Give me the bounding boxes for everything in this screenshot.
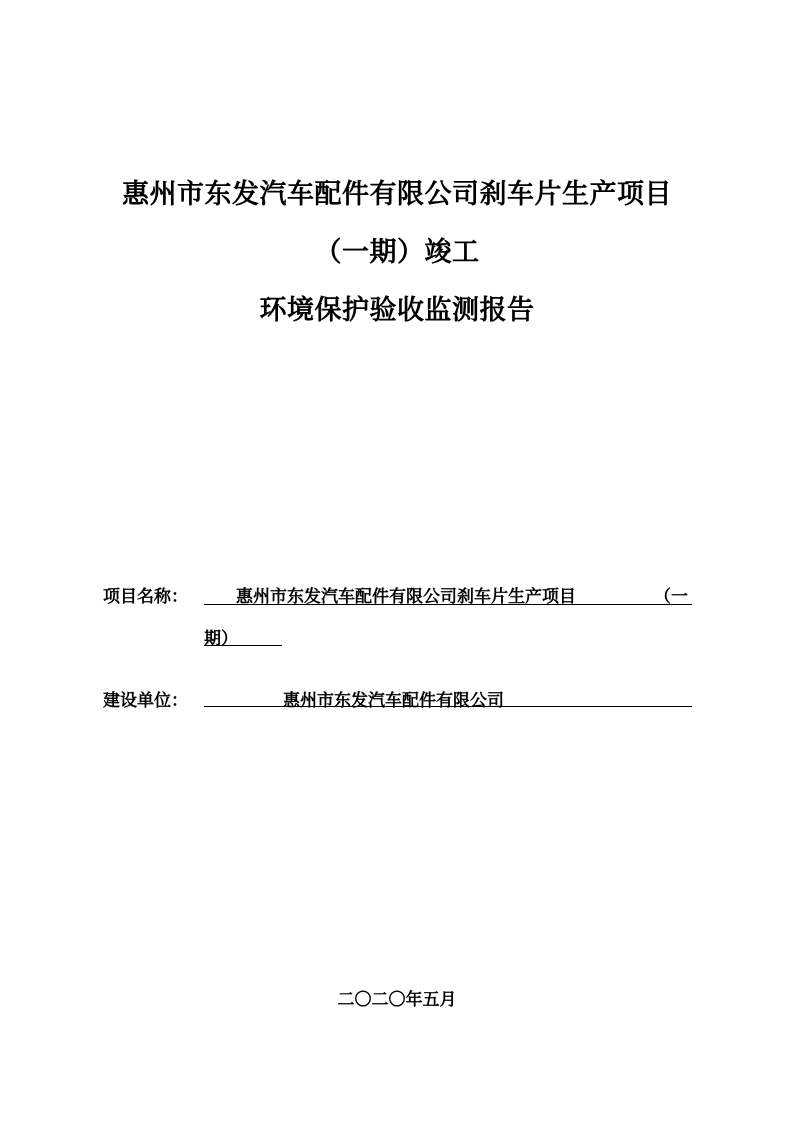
- project-name-underline-1: [204, 604, 692, 605]
- project-name-label: 项目名称：: [103, 587, 188, 607]
- project-name-value-line-1-end: （一: [654, 587, 688, 607]
- construction-unit-value: 惠州市东发汽车配件有限公司: [283, 691, 504, 711]
- report-title-line-2: （一期）竣工: [314, 237, 480, 268]
- construction-unit-underline: [204, 706, 692, 707]
- project-name-value-line-1: 惠州市东发汽车配件有限公司刹车片生产项目: [236, 587, 576, 607]
- construction-unit-label: 建设单位：: [103, 691, 188, 711]
- project-name-value-line-2: 期）: [204, 629, 238, 649]
- report-title-line-1: 惠州市东发汽车配件有限公司刹车片生产项目: [122, 179, 672, 210]
- report-date: 二〇二〇年五月: [337, 990, 457, 1010]
- report-title-line-3: 环境保护验收监测报告: [259, 295, 535, 326]
- project-name-underline-2: [204, 645, 282, 646]
